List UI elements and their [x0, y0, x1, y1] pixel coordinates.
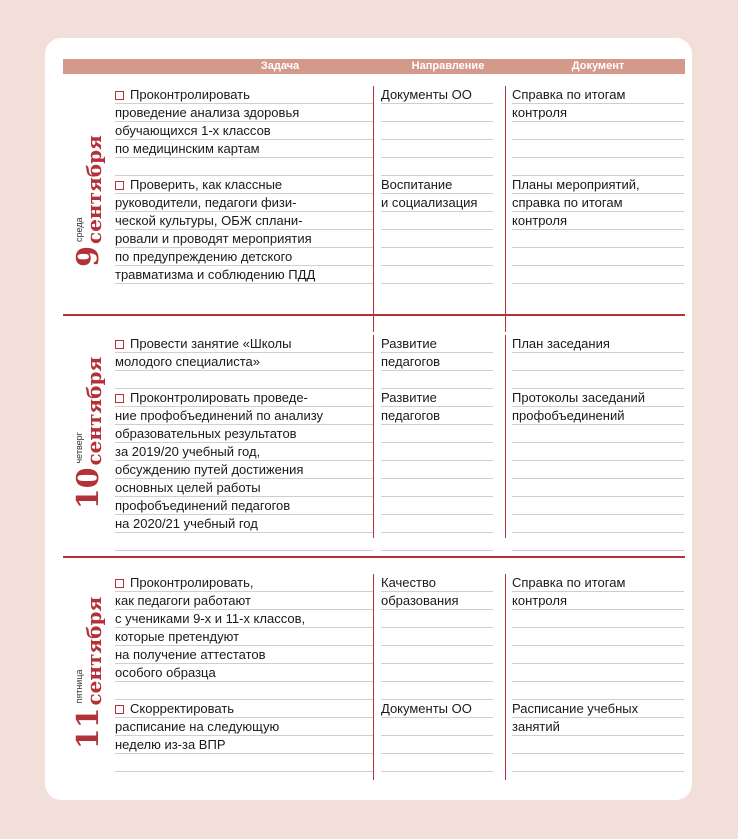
cell-text: обсуждению путей достижения [115, 462, 304, 477]
text-line [115, 610, 373, 628]
text-line [512, 194, 684, 212]
cell-text: ровали и проводят мероприятия [115, 231, 312, 246]
cell-text: травматизма и соблюдению ПДД [115, 267, 316, 282]
cell-text: Качество [381, 575, 436, 590]
cell-text: Развитие [381, 336, 437, 351]
cell-text: Документы ОО [381, 87, 472, 102]
month-name: сентября [82, 356, 106, 466]
text-line [512, 574, 684, 592]
cell-text: Протоколы заседаний [512, 390, 646, 405]
text-line [512, 176, 684, 194]
cell-text: обучающихся 1-х классов [115, 123, 271, 138]
checkbox[interactable] [115, 705, 124, 714]
month-name: сентября [82, 596, 106, 706]
text-line [381, 353, 493, 371]
month-name: сентября [82, 135, 106, 244]
cell-text: Справка по итогам [512, 575, 626, 590]
task-cell [115, 574, 373, 700]
cell-text: Документы ОО [381, 701, 472, 716]
direction-cell [381, 176, 493, 294]
text-line [512, 592, 684, 610]
task-cell [115, 335, 373, 389]
task-row [63, 176, 685, 294]
day-block [63, 86, 685, 334]
checkbox[interactable] [115, 579, 124, 588]
text-line [115, 86, 373, 104]
text-line [115, 266, 373, 284]
text-line [115, 736, 373, 754]
cell-text: особого образца [115, 665, 216, 680]
day-block [63, 335, 685, 540]
direction-cell [381, 574, 493, 700]
text-line [381, 176, 493, 194]
text-line [512, 335, 684, 353]
header-direction: Направление [411, 60, 485, 72]
day-of-week: пятница [74, 669, 84, 704]
text-line [115, 515, 373, 533]
text-line [381, 389, 493, 407]
cell-text: на получение аттестатов [115, 647, 266, 662]
cell-text: ческой культуры, ОБЖ сплани- [115, 213, 303, 228]
text-line [381, 194, 493, 212]
text-line [115, 248, 373, 266]
header-task: Задача [260, 60, 300, 72]
text-line [115, 443, 373, 461]
task-cell [115, 176, 373, 294]
text-line [115, 353, 373, 371]
cell-text: основных целей работы [115, 480, 261, 495]
cell-text: Проконтролировать проведе- [130, 390, 308, 405]
text-line [115, 700, 373, 718]
cell-text: с учениками 9-х и 11-х классов, [115, 611, 306, 626]
text-line [115, 425, 373, 443]
checkbox[interactable] [115, 340, 124, 349]
text-line [115, 461, 373, 479]
document-cell [512, 700, 684, 780]
task-cell [115, 700, 373, 780]
text-line [115, 497, 373, 515]
cell-text: Развитие [381, 390, 437, 405]
cell-text: и социализация [381, 195, 478, 210]
cell-text: профобъединений педагогов [115, 498, 291, 513]
task-row [63, 700, 685, 780]
cell-text: ние профобъединений по анализу [115, 408, 324, 423]
text-line [115, 176, 373, 194]
direction-cell [381, 86, 493, 176]
text-line [512, 700, 684, 718]
checkbox[interactable] [115, 181, 124, 190]
day-of-week: среда [74, 217, 84, 242]
day-number: 9 [71, 245, 106, 267]
text-line [115, 389, 373, 407]
direction-cell [381, 335, 493, 389]
text-line [512, 86, 684, 104]
text-line [512, 407, 684, 425]
text-line [115, 664, 373, 682]
text-line [381, 592, 493, 610]
cell-text: Расписание учебных [512, 701, 639, 716]
cell-text: План заседания [512, 336, 610, 351]
cell-text: контроля [512, 105, 567, 120]
day-of-week: четверг [74, 431, 84, 464]
task-row [63, 86, 685, 176]
cell-text: проведение анализа здоровья [115, 105, 300, 120]
cell-text: руководители, педагоги физи- [115, 195, 297, 210]
day-number: 11 [71, 707, 106, 750]
cell-text: Воспитание [381, 177, 453, 192]
text-line [381, 574, 493, 592]
text-line [381, 335, 493, 353]
document-cell [512, 335, 684, 389]
text-line [115, 212, 373, 230]
cell-text: Справка по итогам [512, 87, 626, 102]
cell-text: Проконтролировать, [130, 575, 254, 590]
text-line [115, 479, 373, 497]
cell-text: молодого специалиста» [115, 354, 260, 369]
text-line [115, 335, 373, 353]
cell-text: контроля [512, 213, 567, 228]
text-line [115, 592, 373, 610]
day-number: 10 [71, 467, 106, 509]
text-line [115, 646, 373, 664]
cell-text: Скорректировать [130, 701, 235, 716]
text-line [512, 718, 684, 736]
header-document: Документ [571, 60, 625, 72]
text-line [512, 212, 684, 230]
text-line [115, 104, 373, 122]
cell-text: Планы мероприятий, [512, 177, 640, 192]
text-line [115, 628, 373, 646]
cell-text: педагогов [381, 408, 441, 423]
cell-text: неделю из-за ВПР [115, 737, 226, 752]
cell-text: Проверить, как классные [130, 177, 283, 192]
cell-text: Провести занятие «Школы [130, 336, 292, 351]
checkbox[interactable] [115, 91, 124, 100]
text-line [381, 86, 493, 104]
text-line [115, 194, 373, 212]
document-cell [512, 176, 684, 294]
text-line [115, 574, 373, 592]
cell-text: справка по итогам [512, 195, 623, 210]
text-line [381, 700, 493, 718]
cell-text: образования [381, 593, 459, 608]
document-cell [512, 574, 684, 700]
day-block [63, 574, 685, 782]
text-line [512, 104, 684, 122]
document-cell [512, 389, 684, 551]
day-separator [63, 556, 685, 558]
cell-text: Проконтролировать [130, 87, 250, 102]
cell-text: расписание на следующую [115, 719, 280, 734]
cell-text: которые претендуют [115, 629, 240, 644]
cell-text: по предупреждению детского [115, 249, 293, 264]
day-separator [63, 314, 685, 316]
cell-text: профобъединений [512, 408, 625, 423]
text-line [115, 230, 373, 248]
task-cell [115, 389, 373, 551]
task-cell [115, 86, 373, 176]
text-line [512, 389, 684, 407]
text-line [381, 407, 493, 425]
task-row [63, 574, 685, 700]
planner-page [45, 38, 692, 800]
task-row [63, 335, 685, 389]
text-line [115, 122, 373, 140]
cell-text: как педагоги работают [115, 593, 251, 608]
text-line [115, 140, 373, 158]
document-cell [512, 86, 684, 176]
direction-cell [381, 700, 493, 780]
cell-text: контроля [512, 593, 567, 608]
checkbox[interactable] [115, 394, 124, 403]
cell-text: за 2019/20 учебный год, [115, 444, 261, 459]
cell-text: образовательных результатов [115, 426, 297, 441]
text-line [115, 407, 373, 425]
cell-text: педагогов [381, 354, 441, 369]
task-row [63, 389, 685, 551]
text-line [115, 718, 373, 736]
table-header [63, 59, 685, 74]
cell-text: на 2020/21 учебный год [115, 516, 258, 531]
cell-text: занятий [512, 719, 560, 734]
cell-text: по медицинским картам [115, 141, 260, 156]
direction-cell [381, 389, 493, 551]
